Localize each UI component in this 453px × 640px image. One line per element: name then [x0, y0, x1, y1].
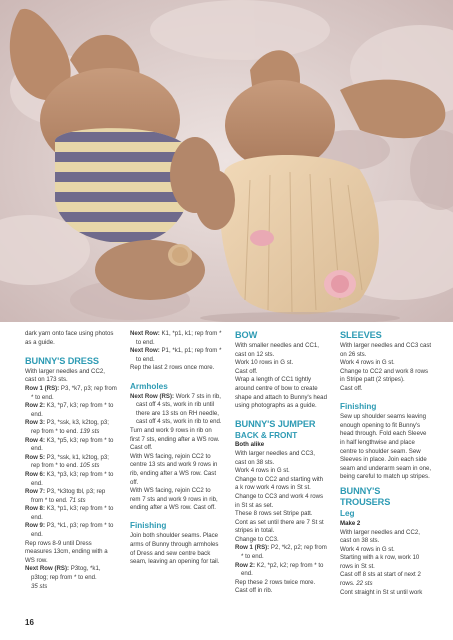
jumper-line: With larger needles and CC3, cast on 38 sts.: [235, 449, 315, 466]
jumper-line: Change to CC3.: [235, 535, 279, 543]
jumper-line: Cont as set until there are 7 St st stripes in total.: [235, 518, 324, 535]
bow-line: Work 10 rows in G st.: [235, 359, 294, 367]
finishing-body-2: Sew up shoulder seams leaving enough opening to fit Bunny's head through. Fold each Sleeve in half lengthwise and place centre to shoulder seam. Sew Sleeves in place. Join each side seam and underarm seam in one, being careful to match up stripes.: [340, 413, 432, 481]
bunnys-jumper-heading: BUNNY'S JUMPER: [235, 419, 316, 430]
jumper-line: Change to CC2 and starting with a k row work 4 rows in St st.: [235, 475, 324, 492]
jumper-end: [235, 579, 327, 596]
sleeves-line: Change to CC2 and work 8 rows in Stripe patt (2 stripes).: [340, 367, 429, 384]
column-4: [340, 330, 432, 620]
back-front-heading: BACK & FRONT: [235, 431, 298, 441]
column-2: [130, 330, 222, 620]
finishing-heading-2: Finishing: [340, 402, 377, 412]
finishing-body: Join both shoulder seams. Place arms of Bunny through armholes of Dress and sew centre back seam, leaving an opening for tail.: [130, 532, 220, 566]
jumper-line: These 8 rows set Stripe patt.: [235, 510, 313, 518]
trousers-last: Cont straight in St st until work: [340, 588, 423, 596]
armholes-body: Turn and work 9 rows in rib on first 7 sts, ending after a WS row. Cast off.: [130, 426, 220, 452]
leg-heading: Leg: [340, 508, 355, 518]
instruction-row: Row 6: K3, *p3, k3; rep from * to end.: [25, 470, 114, 487]
trousers-stitch-count: 22 sts: [356, 580, 373, 588]
intro-text: dark yarn onto face using photos as a guide.: [25, 330, 114, 346]
instruction-row: Row 3: P3, *ssk, k3, k2tog, p3; rep from * to end. 139 sts: [25, 419, 110, 435]
armholes-body-3: With WS facing, rejoin CC2 to rem 7 sts and work 9 rows in rib, ending after a WS row. Cast off.: [130, 487, 218, 512]
instruction-row: Row 7: P3, *k3tog tbl, p3; rep from * to end. 71 sts: [25, 488, 106, 504]
instruction-row: Next Row: K1, *p1, k1; rep from * to end.: [130, 330, 222, 346]
make-2-label: Make 2: [340, 519, 361, 527]
dress-next-row: Next Row (RS): P3tog, *k1, p3tog; rep from * to end. 35 sts: [25, 565, 101, 590]
trousers-instructions: [340, 529, 432, 589]
column-3: [235, 330, 327, 620]
trousers-line: With larger needles and CC2, cast on 38 sts.: [340, 528, 420, 545]
sleeves-line: Work 4 rows in G st.: [340, 359, 395, 367]
trousers-line: Cast off 8 sts at start of next 2 rows. 22 sts: [340, 571, 421, 588]
finishing-heading: Finishing: [130, 521, 167, 531]
jumper-rib-rows: [235, 544, 327, 578]
dress-top-rows: [130, 330, 222, 364]
instruction-row: Row 1 (RS): P3, *k7, p3; rep from * to end.: [25, 384, 117, 401]
jumper-line: Work 4 rows in G st.: [235, 467, 290, 475]
armholes-heading: Armholes: [130, 381, 168, 391]
instruction-row: Row 8: K3, *p1, k3; rep from * to end.: [25, 505, 114, 521]
column-1: [25, 330, 117, 620]
bow-heading: BOW: [235, 330, 258, 340]
dress-rep: Rep rows 8-9 until Dress measures 13cm, ending with a WS row.: [25, 539, 108, 564]
instruction-row: Row 2: K2, *p2, k2; rep from * to end.: [235, 561, 324, 578]
bunnys-trousers-heading: BUNNY'S TROUSERS: [340, 485, 391, 507]
bow-instructions: [235, 342, 327, 411]
sleeves-heading: SLEEVES: [340, 330, 382, 340]
bow-line: With smaller needles and CC1, cast on 12 sts.: [235, 342, 319, 358]
instruction-row: Row 2: K3, *p7, k3; rep from * to end.: [25, 402, 114, 418]
bow-line: Wrap a length of CC1 tightly around centre of bow to create shape and attach to Bunny's head using photographs as a guide.: [235, 376, 327, 410]
page-number: 16: [25, 618, 34, 627]
jumper-line: Change to CC3 and work 4 rows in St st as set.: [235, 492, 324, 509]
dress-rows: [25, 385, 117, 540]
jumper-end-line: Rep these 2 rows twice more.: [235, 578, 316, 586]
bunnys-dress-heading: BUNNY'S DRESS: [25, 355, 99, 366]
instruction-row: Row 5: P3, *ssk, k1, k2tog, p3; rep from * to end. 105 sts: [25, 453, 110, 470]
sleeves-instructions: [340, 342, 432, 394]
sleeves-line: With larger needles and CC3 cast on 26 sts.: [340, 342, 432, 358]
instruction-row: Next Row: P1, *k1, p1; rep from * to end.: [130, 347, 222, 363]
jumper-end-line: Cast off in rib.: [235, 587, 273, 595]
dress-rep-2: Rep the last 2 rows once more.: [130, 364, 215, 372]
both-alike-label: Both alike: [235, 441, 265, 449]
trousers-line: Starting with a k row, work 10 rows in St st.: [340, 554, 420, 570]
bow-line: Cast off.: [235, 367, 258, 375]
instruction-row: Row 9: P3, *k1, p3; rep from * to end.: [25, 522, 114, 539]
trousers-line: Work 4 rows in G st.: [340, 545, 395, 553]
pattern-text-columns: [25, 330, 435, 620]
dress-cast-on: With larger needles and CC2, cast on 173 sts.: [25, 367, 105, 384]
jumper-instructions: [235, 450, 327, 545]
instruction-row: Row 1 (RS): P2, *k2, p2; rep from * to end.: [235, 544, 327, 561]
instruction-row: Row 4: K3, *p5, k3; rep from * to end.: [25, 436, 114, 453]
sleeves-line: Cast off.: [340, 384, 363, 392]
armholes-row: Next Row (RS): Work 7 sts in rib, cast off 4 sts, work in rib until there are 13 sts on RH needle, cast off 4 sts, work in rib to end.: [130, 392, 222, 426]
armholes-body-2: With WS facing, rejoin CC2 to centre 13 sts and work 9 rows in rib, ending after a WS row. Cast off.: [130, 452, 218, 486]
